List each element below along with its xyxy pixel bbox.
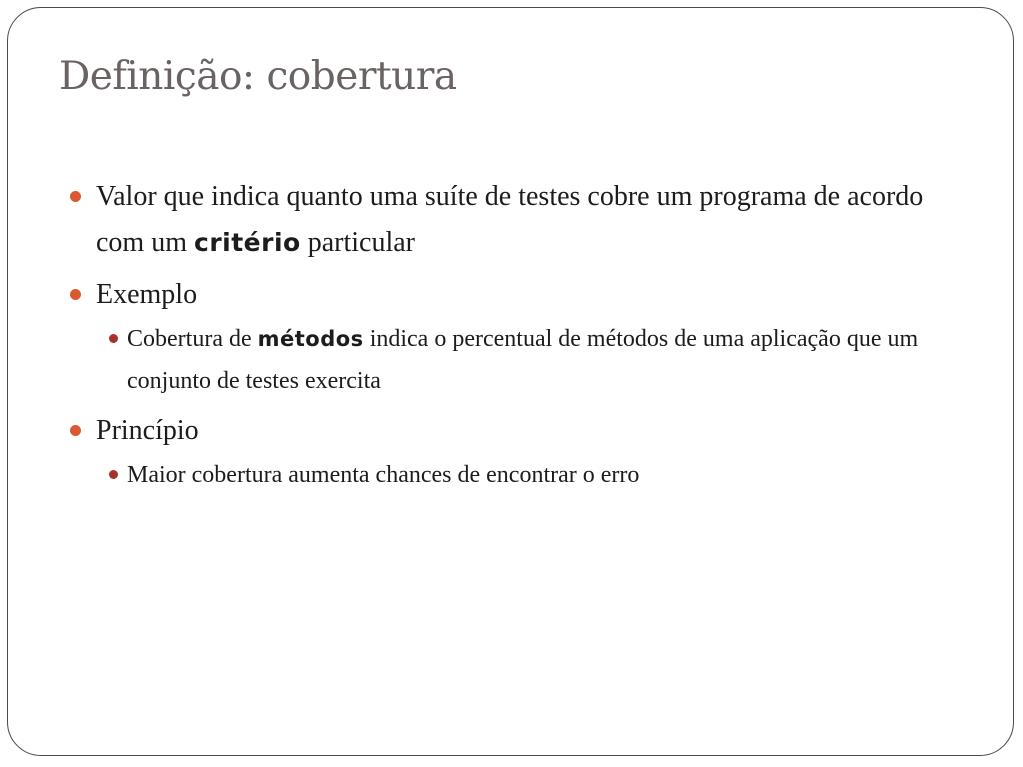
sub-bullet-text [127, 318, 945, 402]
bullet-item-valor [65, 174, 945, 266]
sub-bullet-item-maior-cobertura [65, 454, 945, 496]
bullet-dot-icon [70, 191, 81, 202]
slide-title: Definição: cobertura [59, 54, 457, 99]
bullet-text: Exemplo [96, 279, 198, 310]
bullet-item-principio [65, 408, 945, 454]
sub-bullet-text-end: indica o percentual de métodos de uma aplicação que um conjunto de testes exercita [127, 326, 919, 394]
sub-bullet-dot-icon [109, 470, 118, 479]
sub-bullet-bold-term: métodos [257, 327, 364, 351]
sub-bullet-dot-icon [109, 334, 118, 343]
bullet-item-exemplo [65, 272, 945, 318]
bullet-dot-icon [70, 289, 81, 300]
sub-bullet-text-start: Cobertura de [127, 326, 258, 352]
bullet-text-end: particular [300, 227, 415, 258]
bullet-text-start: Valor que indica quanto uma suíte de testes cobre um programa de acordo com um [96, 181, 924, 258]
sub-bullet-text: Maior cobertura aumenta chances de encontrar o erro [127, 462, 640, 488]
bullet-bold-term: critério [194, 228, 301, 257]
bullet-list [65, 174, 945, 502]
bullet-dot-icon [70, 425, 81, 436]
bullet-text: Princípio [96, 415, 199, 446]
bullet-text [96, 174, 945, 266]
slide-frame [7, 7, 1014, 756]
sub-bullet-item-cobertura-metodos [65, 318, 945, 402]
